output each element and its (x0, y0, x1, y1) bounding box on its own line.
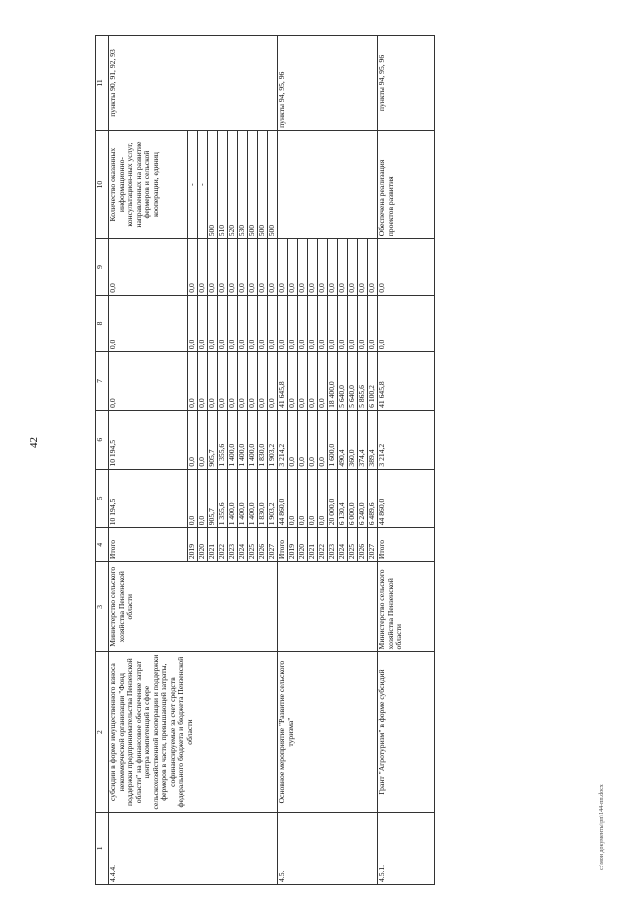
column-header: 11 (96, 36, 109, 131)
year: 2024 (238, 528, 248, 562)
value-cell: 18 400,0 (328, 352, 338, 411)
value-cell: 0,0 (318, 469, 328, 528)
executor (278, 562, 378, 652)
value-cell: 41 645,8 (278, 352, 288, 411)
value-cell: 1 830,0 (258, 410, 268, 469)
value-cell: 0,0 (348, 295, 358, 351)
value-cell: 905,7 (208, 469, 218, 528)
value-cell: 1 400,0 (238, 469, 248, 528)
column-header: 7 (96, 352, 109, 411)
value-cell: 0,0 (188, 239, 198, 295)
value-cell: 0,0 (228, 352, 238, 411)
value-cell: 0,0 (198, 239, 208, 295)
indicator-value: 520 (228, 130, 238, 238)
executor: Министерство сельского хозяйства Пензенской области (109, 562, 278, 652)
value-cell: 0,0 (298, 295, 308, 351)
value-cell: 0,0 (109, 239, 188, 295)
indicator: Обеспечена реализация проектов развития (378, 130, 435, 238)
table-row (378, 36, 435, 885)
page-number: 42 (28, 437, 40, 448)
value-cell: 0,0 (308, 295, 318, 351)
year: 2026 (358, 528, 368, 562)
value-cell: 0,0 (308, 239, 318, 295)
column-header: 9 (96, 239, 109, 295)
value-cell: 374,4 (358, 410, 368, 469)
value-cell: 1 400,0 (248, 469, 258, 528)
value-cell: 0,0 (268, 239, 278, 295)
item-description: Грант "Агротуризм" в форме субсидий (378, 652, 435, 812)
value-cell: 0,0 (298, 410, 308, 469)
total-label: Итого (378, 528, 435, 562)
year: 2019 (288, 528, 298, 562)
value-cell: 0,0 (298, 239, 308, 295)
value-cell: 6 240,0 (358, 469, 368, 528)
indicator-value: 530 (238, 130, 248, 238)
value-cell: 0,0 (278, 295, 288, 351)
value-cell: 41 645,8 (378, 352, 435, 411)
value-cell: 0,0 (288, 352, 298, 411)
value-cell: 0,0 (208, 295, 218, 351)
indicator-value: - (198, 130, 208, 238)
column-header: 3 (96, 562, 109, 652)
value-cell: 0,0 (308, 352, 318, 411)
indicator-value: 500 (268, 130, 278, 238)
year: 2025 (248, 528, 258, 562)
rotated-table-container (95, 35, 545, 885)
indicator-value: 500 (248, 130, 258, 238)
value-cell: 0,0 (188, 410, 198, 469)
value-cell: 3 214,2 (278, 410, 288, 469)
points-reference: пункты 94, 95, 96 (278, 36, 378, 131)
item-number: 4.4.4. (109, 812, 278, 884)
value-cell: 0,0 (188, 469, 198, 528)
value-cell: 10 194,5 (109, 410, 188, 469)
value-cell: 0,0 (248, 352, 258, 411)
indicator-value: 510 (218, 130, 228, 238)
indicator: Количество оказанных информационно-консультацион-ных услуг, направленных на развитие фермеров и сельской кооперации, единиц (109, 130, 188, 238)
value-cell: 490,4 (338, 410, 348, 469)
value-cell: 0,0 (258, 239, 268, 295)
value-cell: 5 640,0 (348, 352, 358, 411)
value-cell: 0,0 (318, 352, 328, 411)
column-header: 8 (96, 295, 109, 351)
year: 2023 (228, 528, 238, 562)
value-cell: 6 000,0 (348, 469, 358, 528)
value-cell: 0,0 (378, 295, 435, 351)
value-cell: 1 600,0 (328, 410, 338, 469)
value-cell: 0,0 (198, 352, 208, 411)
value-cell: 1 400,0 (238, 410, 248, 469)
value-cell: 0,0 (328, 295, 338, 351)
value-cell: 1 355,6 (218, 410, 228, 469)
value-cell: 0,0 (198, 295, 208, 351)
column-header: 2 (96, 652, 109, 812)
value-cell: 0,0 (218, 352, 228, 411)
year: 2027 (268, 528, 278, 562)
value-cell: 1 400,0 (228, 410, 238, 469)
value-cell: 0,0 (308, 469, 318, 528)
value-cell: 6 489,6 (368, 469, 378, 528)
value-cell: 0,0 (258, 352, 268, 411)
value-cell: 1 400,0 (228, 469, 238, 528)
table-row (109, 36, 188, 885)
header-row (96, 36, 109, 885)
value-cell: 0,0 (248, 295, 258, 351)
total-label: Итого (109, 528, 188, 562)
value-cell: 0,0 (208, 352, 218, 411)
value-cell: 0,0 (248, 239, 258, 295)
item-description: субсидии в форме имущественного взноса некоммерческой организации "Фонд поддержки предпринимательства Пензенской области" на финансовое обеспечение затрат центра компетенций в сфере сельскохозяйственной кооперации и поддержки фермеров в части, превышающей затраты, софинансируемые за счет средств федерального бюджета и бюджета Пензенской области (109, 652, 278, 812)
footer-file-path: c:\мои документы\рп\144-пп.docx (599, 784, 605, 870)
value-cell: 0,0 (238, 239, 248, 295)
value-cell: 0,0 (268, 295, 278, 351)
column-header: 1 (96, 812, 109, 884)
column-header: 10 (96, 130, 109, 238)
year: 2022 (218, 528, 228, 562)
value-cell: 0,0 (338, 295, 348, 351)
year: 2021 (208, 528, 218, 562)
value-cell: 0,0 (378, 239, 435, 295)
year: 2027 (368, 528, 378, 562)
value-cell: 0,0 (109, 295, 188, 351)
year: 2019 (188, 528, 198, 562)
value-cell: 0,0 (109, 352, 188, 411)
item-description: Основное мероприятие "Развитие сельского туризма" (278, 652, 378, 812)
value-cell: 0,0 (318, 239, 328, 295)
program-table (95, 35, 435, 885)
value-cell: 0,0 (288, 239, 298, 295)
value-cell: 0,0 (368, 239, 378, 295)
value-cell: 0,0 (258, 295, 268, 351)
value-cell: 0,0 (288, 410, 298, 469)
column-header: 5 (96, 469, 109, 528)
value-cell: 3 214,2 (378, 410, 435, 469)
value-cell: 360,0 (348, 410, 358, 469)
value-cell: 0,0 (198, 410, 208, 469)
value-cell: 0,0 (268, 352, 278, 411)
value-cell: 0,0 (338, 239, 348, 295)
value-cell: 1 903,2 (268, 469, 278, 528)
value-cell: 0,0 (358, 239, 368, 295)
year: 2023 (328, 528, 338, 562)
value-cell: 0,0 (318, 410, 328, 469)
year: 2020 (198, 528, 208, 562)
value-cell: 0,0 (298, 352, 308, 411)
value-cell: 0,0 (238, 295, 248, 351)
value-cell: 10 194,5 (109, 469, 188, 528)
value-cell: 0,0 (218, 239, 228, 295)
year: 2021 (308, 528, 318, 562)
value-cell: 44 860,0 (378, 469, 435, 528)
value-cell: 0,0 (188, 295, 198, 351)
indicator (278, 130, 378, 238)
value-cell: 0,0 (228, 239, 238, 295)
column-header: 6 (96, 410, 109, 469)
year: 2024 (338, 528, 348, 562)
value-cell: 5 865,6 (358, 352, 368, 411)
value-cell: 20 000,0 (328, 469, 338, 528)
value-cell: 0,0 (188, 352, 198, 411)
value-cell: 6 130,4 (338, 469, 348, 528)
year: 2020 (298, 528, 308, 562)
value-cell: 1 400,0 (248, 410, 258, 469)
item-number: 4.5.1. (378, 812, 435, 884)
total-label: Итого (278, 528, 288, 562)
value-cell: 389,4 (368, 410, 378, 469)
value-cell: 0,0 (298, 469, 308, 528)
value-cell: 0,0 (328, 239, 338, 295)
indicator-value: - (188, 130, 198, 238)
year: 2022 (318, 528, 328, 562)
value-cell: 0,0 (238, 352, 248, 411)
value-cell: 0,0 (358, 295, 368, 351)
value-cell: 1 830,0 (258, 469, 268, 528)
value-cell: 905,7 (208, 410, 218, 469)
value-cell: 0,0 (208, 239, 218, 295)
value-cell: 0,0 (278, 239, 288, 295)
value-cell: 0,0 (318, 295, 328, 351)
value-cell: 0,0 (348, 239, 358, 295)
column-header: 4 (96, 528, 109, 562)
value-cell: 1 903,2 (268, 410, 278, 469)
item-number: 4.5. (278, 812, 378, 884)
value-cell: 6 100,2 (368, 352, 378, 411)
year: 2025 (348, 528, 358, 562)
value-cell: 44 860,0 (278, 469, 288, 528)
value-cell: 1 355,6 (218, 469, 228, 528)
value-cell: 0,0 (288, 295, 298, 351)
indicator-value: 500 (258, 130, 268, 238)
indicator-value: 500 (208, 130, 218, 238)
points-reference: пункты 90, 91, 92, 93 (109, 36, 278, 131)
value-cell: 0,0 (218, 295, 228, 351)
executor: Министерство сельского хозяйства Пензенской области (378, 562, 435, 652)
value-cell: 0,0 (198, 469, 208, 528)
points-reference: пункты 94, 95, 96 (378, 36, 435, 131)
value-cell: 0,0 (288, 469, 298, 528)
value-cell: 0,0 (228, 295, 238, 351)
year: 2026 (258, 528, 268, 562)
table-row (278, 36, 288, 885)
value-cell: 5 640,0 (338, 352, 348, 411)
value-cell: 0,0 (308, 410, 318, 469)
value-cell: 0,0 (368, 295, 378, 351)
